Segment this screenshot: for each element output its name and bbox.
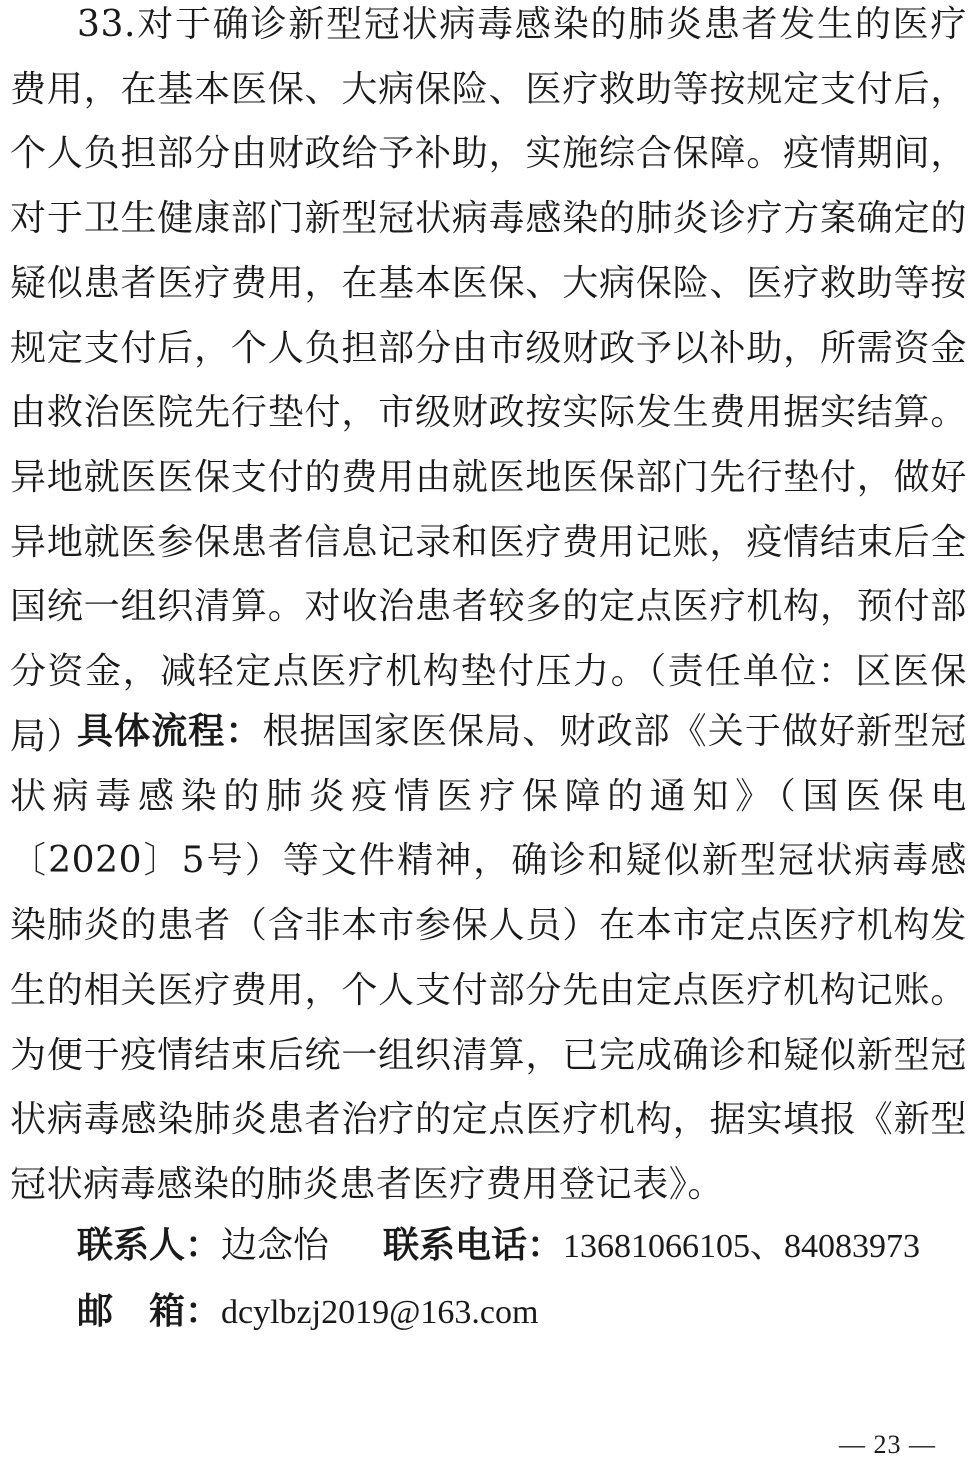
policy-item-33 xyxy=(10,0,967,769)
contact-line xyxy=(77,1214,920,1279)
email-line xyxy=(77,1280,538,1345)
contact-person-label: 联系人： xyxy=(77,1225,222,1266)
procedure-text: 根据国家医保局、财政部《关于做好新型冠状病毒感染的肺炎疫情医疗保障的通知》（国医保电〔2020〕5号）等文件精神，确诊和疑似新型冠状病毒感染肺炎的患者（含非本市参保人员）在本市定点医疗机构发生的相关医疗费用，个人支付部分先由定点医疗机构记账。为便于疫情结束后统一组织清算，已完成确诊和疑似新型冠状病毒感染肺炎患者治疗的定点医疗机构，据实填报《新型冠状病毒感染的肺炎患者医疗费用登记表》。 xyxy=(10,711,967,1205)
email-label: 邮 箱： xyxy=(77,1291,222,1332)
email-value: dcylbzj2019@163.com xyxy=(221,1294,539,1331)
contact-phone-label: 联系电话： xyxy=(383,1225,564,1266)
procedure-label: 具体流程： xyxy=(77,711,263,752)
contact-person-name: 边念怡 xyxy=(221,1225,330,1266)
policy-item-33-text: 33.对于确诊新型冠状病毒感染的肺炎患者发生的医疗费用，在基本医保、大病保险、医疗救助等按规定支付后，个人负担部分由财政给予补助，实施综合保障。疫情期间，对于卫生健康部门新型冠状病毒感染的肺炎诊疗方案确定的疑似患者医疗费用，在基本医保、大病保险、医疗救助等按规定支付后，个人负担部分由市级财政予以补助，所需资金由救治医院先行垫付，市级财政按实际发生费用据实结算。异地就医医保支付的费用由就医地医保部门先行垫付，做好异地就医参保患者信息记录和医疗费用记账，疫情结束后全国统一组织清算。对收治患者较多的定点医疗机构，预付部分资金，减轻定点医疗机构垫付压力。（责任单位：区医保局） xyxy=(10,4,967,757)
procedure-paragraph xyxy=(10,700,967,1218)
contact-phone-value: 13681066105、84083973 xyxy=(563,1228,921,1265)
page-number: — 23 — xyxy=(839,1430,936,1459)
